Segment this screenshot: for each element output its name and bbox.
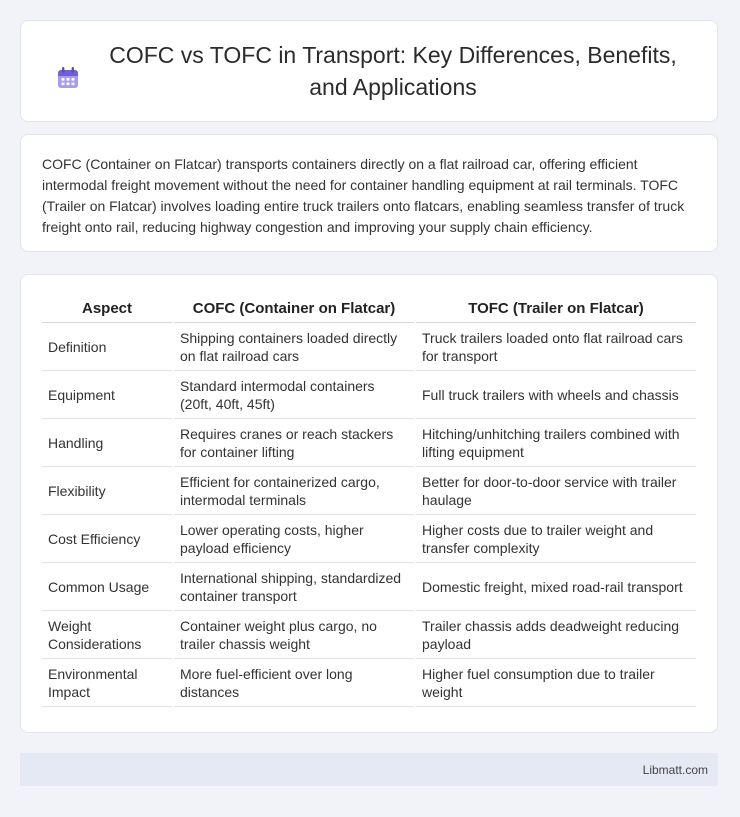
table-row [42, 563, 696, 611]
table-row [42, 371, 696, 419]
table-row [42, 419, 696, 467]
cofc-cell: Standard intermodal containers (20ft, 40ft, 45ft) [174, 371, 414, 419]
header-cofc: COFC (Container on Flatcar) [174, 293, 414, 323]
aspect-cell: Environmental Impact [42, 659, 172, 707]
header-tofc: TOFC (Trailer on Flatcar) [416, 293, 696, 323]
aspect-cell: Common Usage [42, 563, 172, 611]
table-row [42, 659, 696, 707]
aspect-cell: Handling [42, 419, 172, 467]
tofc-cell: Domestic freight, mixed road-rail transport [416, 563, 696, 611]
tofc-cell: Full truck trailers with wheels and chassis [416, 371, 696, 419]
tofc-cell: Truck trailers loaded onto flat railroad cars for transport [416, 323, 696, 371]
cofc-cell: Lower operating costs, higher payload efficiency [174, 515, 414, 563]
cofc-cell: Container weight plus cargo, no trailer chassis weight [174, 611, 414, 659]
aspect-cell: Weight Considerations [42, 611, 172, 659]
header-aspect: Aspect [42, 293, 172, 323]
table-row [42, 323, 696, 371]
cofc-cell: Efficient for containerized cargo, intermodal terminals [174, 467, 414, 515]
tofc-cell: Higher fuel consumption due to trailer weight [416, 659, 696, 707]
aspect-cell: Flexibility [42, 467, 172, 515]
footer-brand-link[interactable]: Libmatt.com [642, 762, 708, 777]
aspect-cell: Cost Efficiency [42, 515, 172, 563]
page-title: COFC vs TOFC in Transport: Key Differences, Benefits, and Applications [109, 42, 677, 100]
tofc-cell: Hitching/unhitching trailers combined with lifting equipment [416, 419, 696, 467]
footer [20, 753, 718, 786]
table-header-row [42, 293, 696, 323]
table-row [42, 467, 696, 515]
title-wrap [49, 39, 689, 103]
table-row [42, 515, 696, 563]
cofc-cell: Shipping containers loaded directly on flat railroad cars [174, 323, 414, 371]
tofc-cell: Higher costs due to trailer weight and transfer complexity [416, 515, 696, 563]
aspect-cell: Equipment [42, 371, 172, 419]
cofc-cell: More fuel-efficient over long distances [174, 659, 414, 707]
tofc-cell: Trailer chassis adds deadweight reducing payload [416, 611, 696, 659]
intro-paragraph: COFC (Container on Flatcar) transports containers directly on a flat railroad car, offering efficient intermodal freight movement without the need for container handling equipment at rail terminals. TOFC (Trailer on Flatcar) involves loading entire truck trailers onto flatcars, enabling seamless transfer of truck freight onto rail, reducing highway congestion and improving your supply chain efficiency. [42, 156, 685, 235]
comparison-table-card [20, 274, 718, 733]
comparison-table [40, 293, 698, 707]
table-row [42, 611, 696, 659]
tofc-cell: Better for door-to-door service with trailer haulage [416, 467, 696, 515]
aspect-cell: Definition [42, 323, 172, 371]
title-card [20, 20, 718, 122]
cofc-cell: International shipping, standardized container transport [174, 563, 414, 611]
calendar-icon [55, 65, 81, 91]
intro-card [20, 134, 718, 252]
cofc-cell: Requires cranes or reach stackers for container lifting [174, 419, 414, 467]
